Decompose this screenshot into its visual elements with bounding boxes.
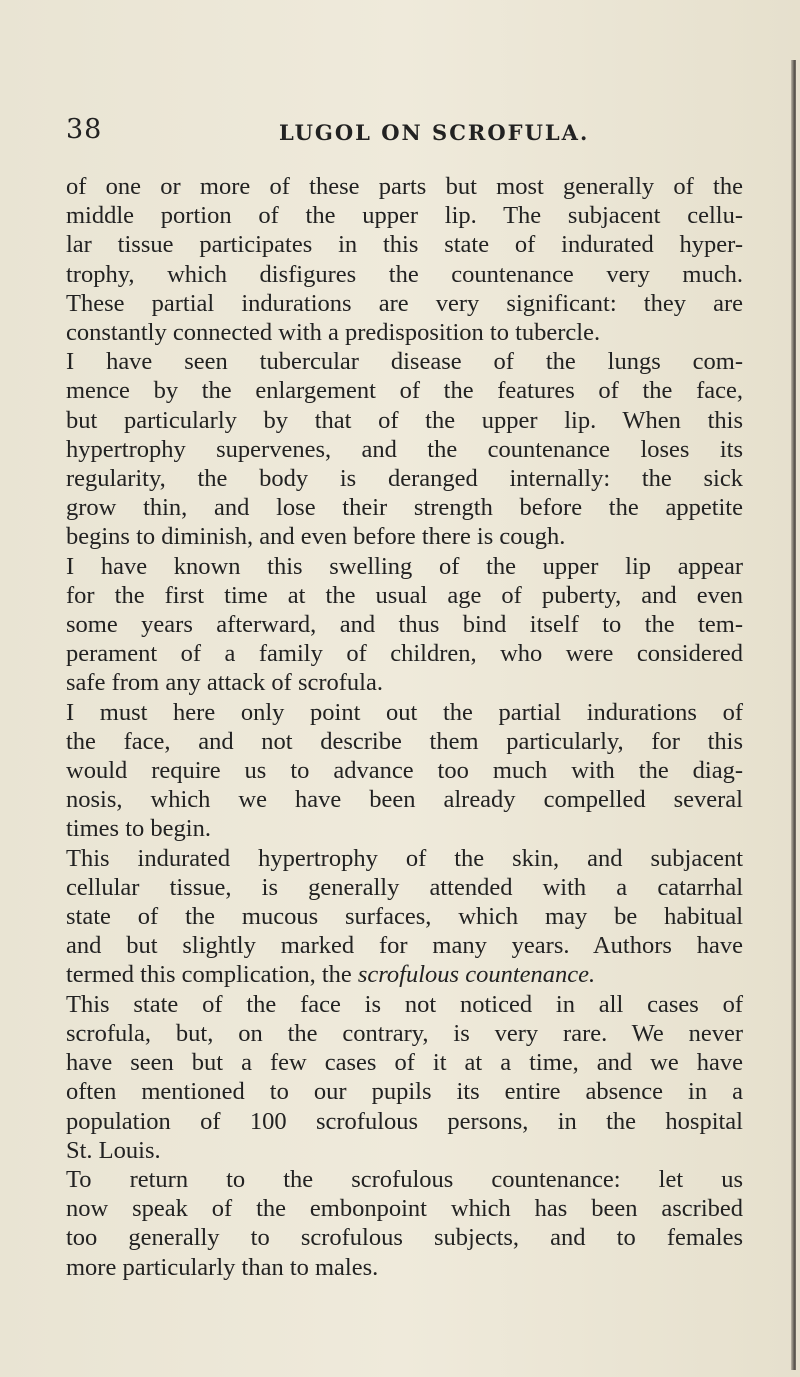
text-line: perament of a family of children, who were considered bbox=[66, 640, 743, 668]
text-line: cellular tissue, is generally attended with a catarrhal bbox=[66, 873, 743, 901]
text-line: and but slightly marked for many years. Authors have bbox=[66, 932, 743, 960]
text-line: nosis, which we have been already compelled several bbox=[66, 786, 743, 814]
text-line: hypertrophy supervenes, and the countenance loses its bbox=[66, 435, 743, 463]
text-line: mence by the enlargement of the features of the face, bbox=[66, 377, 743, 405]
text-line: for the first time at the usual age of puberty, and even bbox=[66, 581, 743, 609]
text-segment: termed this complication, the bbox=[66, 961, 358, 989]
text-line: lar tissue participates in this state of indurated hyper- bbox=[66, 231, 743, 259]
text-line: scrofula, but, on the contrary, is very rare. We never bbox=[66, 1019, 743, 1047]
text-line: regularity, the body is deranged internally: the sick bbox=[66, 465, 743, 493]
text-line: times to begin. bbox=[66, 815, 211, 843]
text-line: This state of the face is not noticed in all cases of bbox=[66, 990, 743, 1018]
text-line: of one or more of these parts but most generally of the bbox=[66, 173, 743, 200]
text-line: I have known this swelling of the upper lip appear bbox=[66, 552, 743, 580]
text-line: but particularly by that of the upper lip. When this bbox=[66, 406, 743, 434]
body-text bbox=[66, 172, 743, 1282]
text-line: grow thin, and lose their strength before the appetite bbox=[66, 494, 743, 522]
text-line: This indurated hypertrophy of the skin, and subjacent bbox=[66, 844, 743, 872]
text-line: I have seen tubercular disease of the lungs com- bbox=[66, 348, 743, 376]
text-line: safe from any attack of scrofula. bbox=[66, 669, 383, 697]
text-line: have seen but a few cases of it at a time, and we have bbox=[66, 1049, 743, 1077]
text-line: constantly connected with a predisposition to tubercle. bbox=[66, 319, 601, 347]
text-line: now speak of the embonpoint which has been ascribed bbox=[66, 1195, 743, 1223]
page-number: 38 bbox=[66, 114, 103, 145]
text-line: middle portion of the upper lip. The subjacent cellu- bbox=[66, 202, 743, 230]
text-line: state of the mucous surfaces, which may be habitual bbox=[66, 903, 743, 931]
text-line: These partial indurations are very significant: they are bbox=[66, 289, 743, 317]
text-line: some years afterward, and thus bind itself to the tem- bbox=[66, 611, 743, 639]
text-line: more particularly than to males. bbox=[66, 1253, 379, 1281]
running-header bbox=[66, 114, 736, 154]
text-line: often mentioned to our pupils its entire absence in a bbox=[66, 1078, 743, 1106]
text-line: too generally to scrofulous subjects, and to females bbox=[66, 1224, 743, 1252]
text-line: trophy, which disfigures the countenance very much. bbox=[66, 260, 743, 288]
page-edge-shadow bbox=[791, 60, 796, 1370]
italic-phrase: scrofulous countenance. bbox=[357, 961, 596, 989]
text-line: I must here only point out the partial indurations of bbox=[66, 698, 743, 726]
text-line: St. Louis. bbox=[66, 1136, 161, 1164]
text-line: the face, and not describe them particularly, for this bbox=[66, 727, 743, 755]
text-line: begins to diminish, and even before there is cough. bbox=[66, 523, 566, 551]
text-line: To return to the scrofulous countenance: let us bbox=[66, 1165, 743, 1193]
running-title: LUGOL ON SCROFULA. bbox=[279, 120, 590, 145]
text-line-with-italic bbox=[66, 960, 743, 989]
text-line: population of 100 scrofulous persons, in the hospital bbox=[66, 1107, 743, 1135]
text-line: would require us to advance too much with the diag- bbox=[66, 757, 743, 785]
